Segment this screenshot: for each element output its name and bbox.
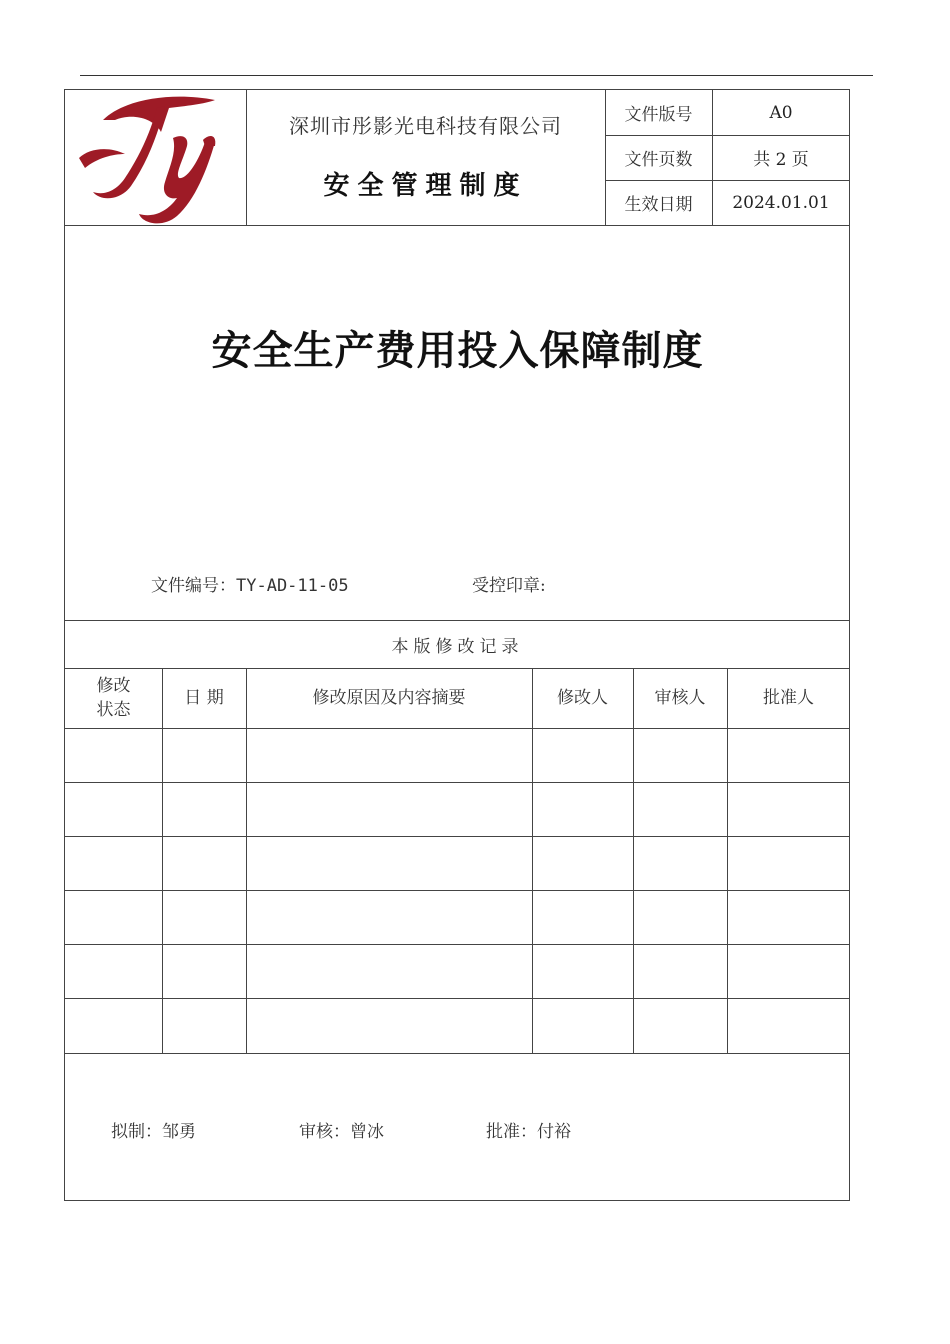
meta-label-pages: 文件页数 — [624, 150, 693, 170]
ty-logo-icon — [65, 90, 246, 225]
company-logo — [65, 90, 246, 225]
document-title: 安全生产费用投入保障制度 — [211, 327, 704, 374]
table-row — [65, 836, 850, 890]
col-header-modifier: 修改人 — [557, 688, 608, 708]
col-header-summary: 修改原因及内容摘要 — [312, 688, 466, 708]
document-number-value: TY-AD-11-05 — [236, 576, 349, 596]
company-name: 深圳市彤影光电科技有限公司 — [289, 113, 562, 138]
reviewed-by: 审核：曾冰 — [299, 1122, 384, 1142]
meta-label-effective-date: 生效日期 — [624, 195, 693, 215]
document-frame — [64, 89, 850, 1201]
revision-record-title: 本版修改记录 — [391, 637, 524, 657]
meta-value-version: A0 — [769, 102, 793, 123]
document-number-label: 文件编号： — [151, 576, 236, 596]
col-header-approver: 批准人 — [763, 688, 814, 708]
table-row — [65, 782, 850, 836]
table-row — [65, 944, 850, 998]
system-name: 安全管理制度 — [323, 170, 528, 201]
col-header-date: 日 期 — [184, 688, 224, 708]
table-row — [65, 728, 850, 782]
drafted-by: 拟制：邹勇 — [111, 1122, 196, 1142]
control-stamp-label: 受控印章: — [472, 576, 546, 596]
meta-label-version: 文件版号 — [624, 105, 693, 125]
meta-value-effective-date: 2024.01.01 — [732, 192, 830, 213]
document-number — [151, 571, 349, 596]
col-header-status: 修改 状态 — [96, 676, 131, 720]
table-row — [65, 998, 850, 1053]
table-row — [65, 890, 850, 944]
top-rule — [80, 75, 873, 76]
approved-by: 批准：付裕 — [486, 1122, 571, 1142]
col-header-reviewer: 审核人 — [654, 688, 706, 708]
meta-value-pages: 共 2 页 — [753, 150, 809, 170]
